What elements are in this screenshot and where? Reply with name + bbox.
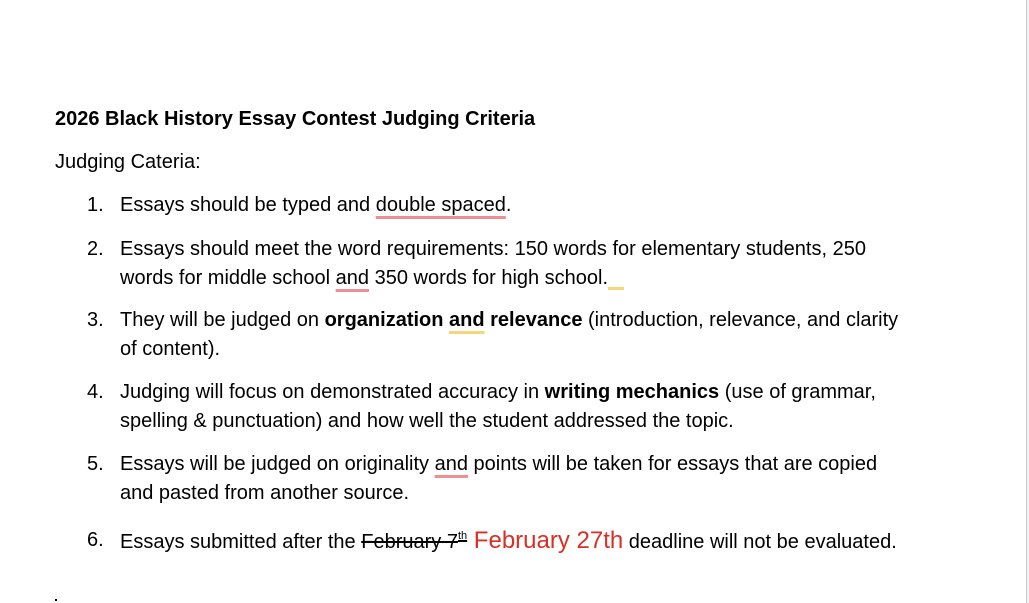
text-cursor bbox=[55, 599, 57, 601]
list-text: Judging will focus on demonstrated accuracy in writing mechanics (use of grammar, spelling & punctuation) and how well the student addressed the topic. bbox=[120, 381, 876, 432]
list-number: 4. bbox=[87, 381, 104, 403]
list-text: Essays submitted after the February 7th February 27th deadline will not be evaluated. bbox=[120, 527, 897, 554]
new-deadline-date: February 27th bbox=[467, 527, 624, 554]
list-text: They will be judged on organization and relevance (introduction, relevance, and clarity of content). bbox=[120, 309, 899, 360]
list-number: 2. bbox=[87, 238, 104, 260]
grammar-suggestion[interactable] bbox=[608, 274, 624, 284]
list-number: 5. bbox=[87, 453, 104, 475]
spelling-suggestion[interactable]: double spaced bbox=[375, 194, 506, 216]
spelling-suggestion[interactable]: and bbox=[434, 453, 468, 475]
document-title: 2026 Black History Essay Contest Judging Criteria bbox=[55, 108, 536, 130]
spelling-suggestion[interactable]: and bbox=[335, 267, 370, 289]
list-text: Essays should meet the word requirements: 150 words for elementary students, 250 words for middle school and 350 words for high school. bbox=[120, 238, 866, 289]
list-number: 6. bbox=[87, 529, 104, 551]
document-subtitle: Judging Cateria: bbox=[55, 151, 201, 173]
grammar-suggestion[interactable]: and bbox=[449, 309, 485, 331]
struck-date: February 7th bbox=[361, 530, 468, 553]
list-number: 3. bbox=[87, 309, 104, 331]
list-text: Essays should be typed and double spaced. bbox=[120, 194, 512, 216]
list-number: 1. bbox=[87, 194, 104, 216]
list-text: Essays will be judged on originality and points will be taken for essays that are copied and pasted from another source. bbox=[120, 453, 878, 504]
